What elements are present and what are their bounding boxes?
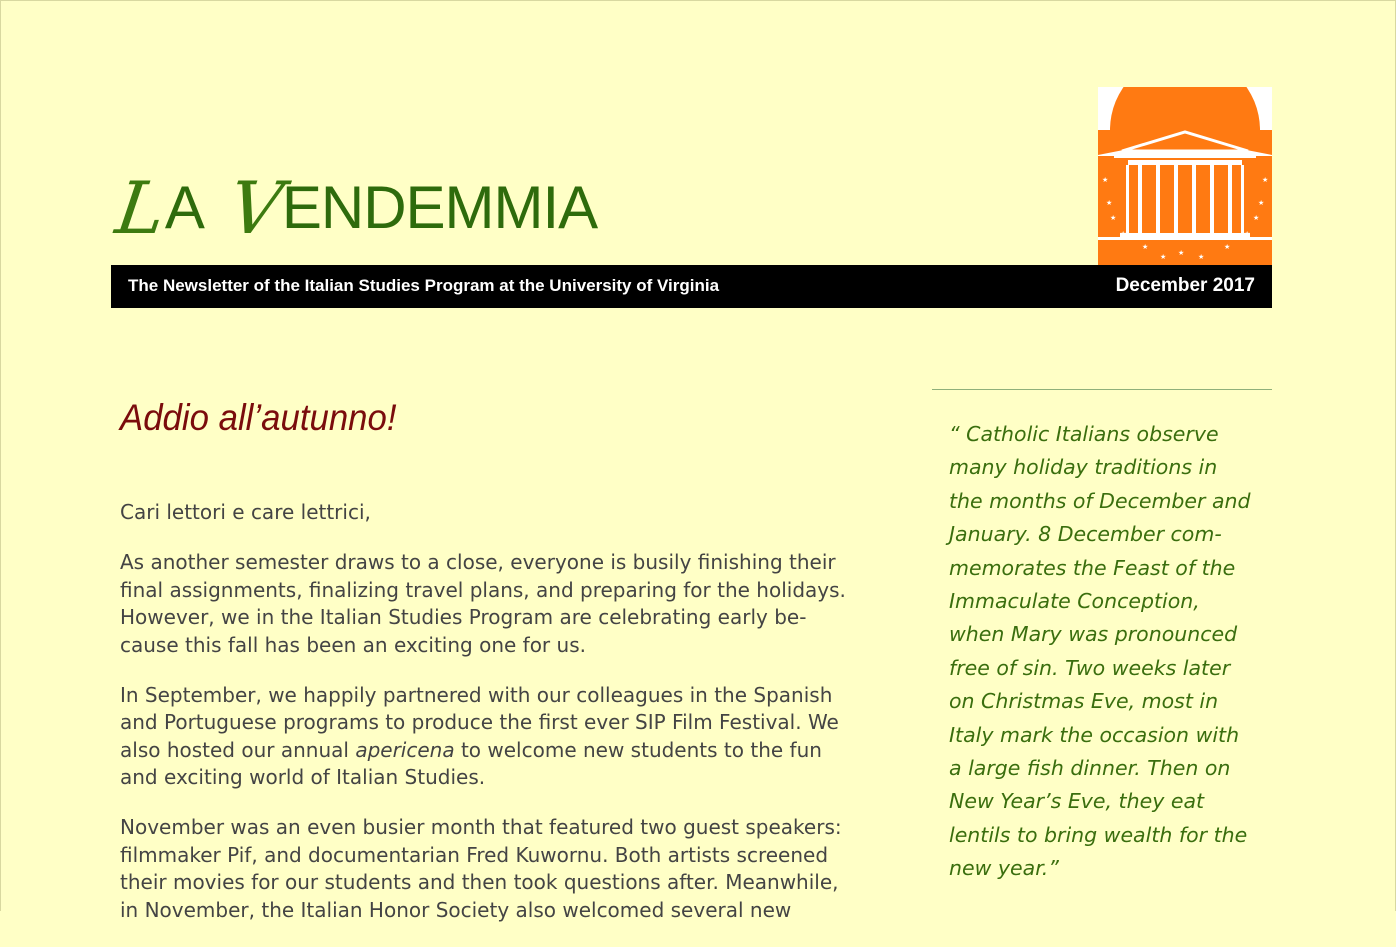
paragraph-2-line: and Portuguese programs to produce the first ever SIP Film Festival. We <box>120 710 839 734</box>
paragraph-3-line: November was an even busier month that featured two guest speakers: <box>120 815 842 839</box>
text-segment: to welcome new students to the fun <box>454 737 822 762</box>
quote-line: “ Catholic Italians observe <box>949 422 1219 446</box>
masthead-banner <box>111 265 1272 308</box>
quote-line: Immaculate Conception, <box>949 589 1200 614</box>
quote-line: memorates the Feast of the <box>949 555 1236 580</box>
paragraph-2-line <box>120 737 890 765</box>
quote-line: the months of December and <box>949 488 1251 513</box>
issue-date: December 2017 <box>1115 275 1255 296</box>
paragraph-3 <box>120 814 890 924</box>
svg-text:★: ★ <box>1142 243 1149 251</box>
paragraph-3-line: in November, the Italian Honor Society also welcomed several new <box>120 897 792 922</box>
svg-text:★: ★ <box>1120 230 1127 238</box>
paragraph-1 <box>120 549 890 659</box>
article-heading: Addio all’autunno! <box>120 397 397 438</box>
quote-line: January. 8 December com- <box>949 522 1222 547</box>
title-word-vendemmia-rest: ENDEMMIA <box>281 174 598 241</box>
quote-line: a large fish dinner. Then on <box>949 756 1231 781</box>
paragraph-3-line: filmmaker Pif, and documentarian Fred Kuwornu. Both artists screened <box>120 842 829 867</box>
article-body <box>120 499 890 947</box>
quote-line: on Christmas Eve, most in <box>949 689 1219 714</box>
svg-text:★: ★ <box>1160 253 1167 261</box>
rotunda-logo-icon <box>1098 87 1272 265</box>
svg-text:★: ★ <box>1262 176 1269 184</box>
svg-text:★: ★ <box>1178 249 1185 257</box>
paragraph-1-line: However, we in the Italian Studies Program are celebrating early be- <box>120 605 807 629</box>
title-initial-v: V <box>223 166 288 250</box>
svg-text:★: ★ <box>1106 199 1113 207</box>
sidebar-pull-quote <box>949 418 1279 886</box>
paragraph-2-line: and exciting world of Italian Studies. <box>120 765 486 789</box>
quote-line: New Year’s Eve, they eat <box>949 789 1205 814</box>
salutation: Cari lettori e care lettrici, <box>120 500 371 524</box>
newsletter-subtitle: The Newsletter of the Italian Studies Program at the University of Virginia <box>128 276 720 295</box>
svg-text:★: ★ <box>1224 243 1231 251</box>
svg-text:★: ★ <box>1258 199 1265 207</box>
title-word-la-rest: A <box>164 174 204 241</box>
paragraph-1-line: As another semester draws to a close, everyone is busily finishing their <box>120 550 836 574</box>
paragraph-1-line: cause this fall has been an exciting one for us. <box>120 632 586 657</box>
quote-line: when Mary was pronounced <box>949 622 1238 647</box>
svg-text:★: ★ <box>1244 230 1251 238</box>
quote-line: free of sin. Two weeks later <box>949 655 1231 680</box>
quote-line: new year.” <box>949 856 1059 881</box>
title-initial-l: L <box>111 166 171 250</box>
svg-text:★: ★ <box>1110 214 1117 222</box>
paragraph-1-line: final assignments, finalizing travel plans, and preparing for the holidays. <box>120 577 846 602</box>
paragraph-3-line: their movies for our students and then took questions after. Meanwhile, <box>120 870 839 894</box>
quote-line: Italy mark the occasion with <box>949 722 1240 747</box>
paragraph-2-line: In September, we happily partnered with our colleagues in the Spanish <box>120 682 833 707</box>
quote-line: lentils to bring wealth for the <box>949 822 1248 847</box>
paragraph-2 <box>120 682 890 792</box>
svg-text:★: ★ <box>1198 253 1205 261</box>
apericena-term: apericena <box>355 737 455 762</box>
quote-line: many holiday traditions in <box>949 455 1218 480</box>
text-segment: also hosted our annual <box>120 737 356 762</box>
svg-text:★: ★ <box>1253 214 1260 222</box>
sidebar-divider <box>932 389 1272 390</box>
svg-text:★: ★ <box>1102 176 1109 184</box>
newsletter-title <box>111 166 598 250</box>
